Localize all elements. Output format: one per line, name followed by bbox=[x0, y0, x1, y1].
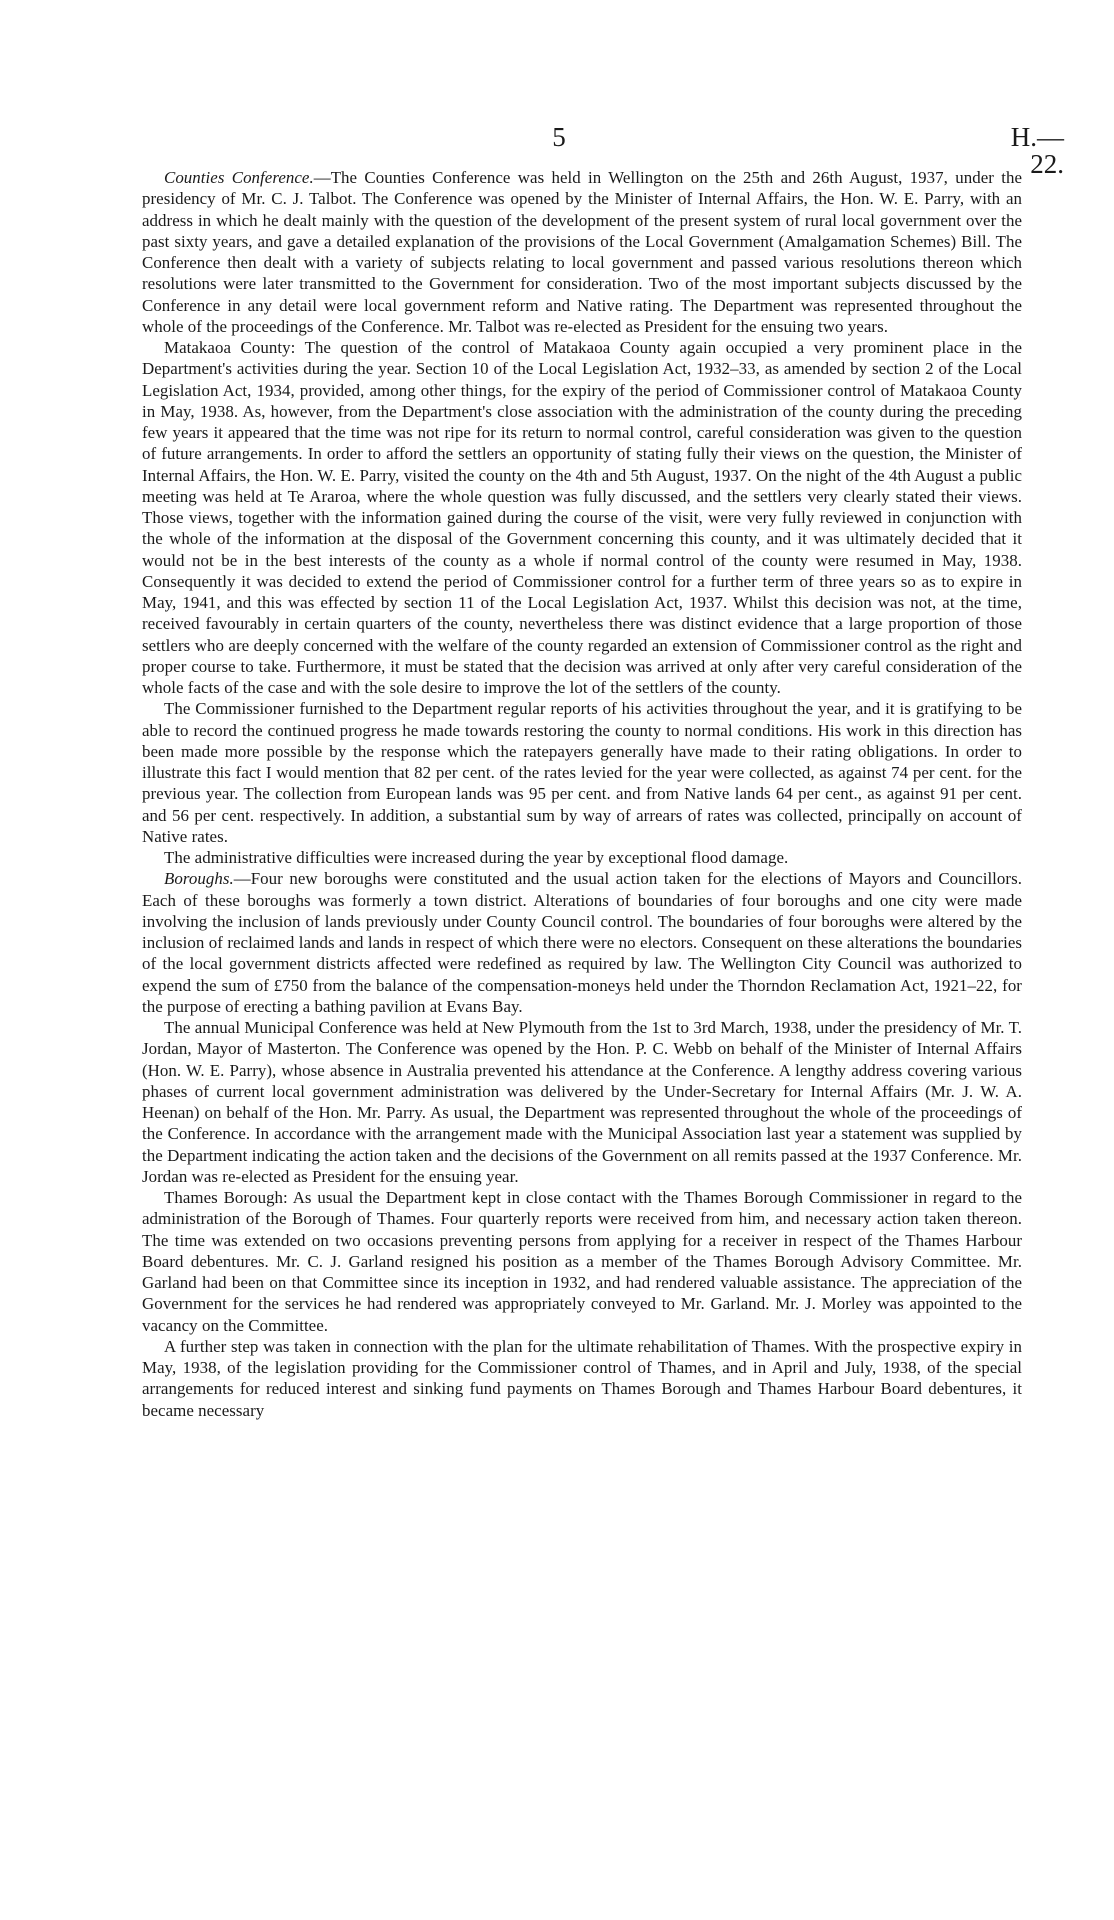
document-reference: H.—22. bbox=[1010, 122, 1064, 179]
paragraph-flood-damage bbox=[142, 847, 1022, 868]
paragraph-text: A further step was taken in connection with the plan for the ultimate rehabilitation of Thames. With the prospective expiry in May, 1938, of the legislation providing for the Commissioner control of Thames, and in April and July, 1938, of the special arrangements for reduced interest and sinking fund payments on Thames Borough and Thames Harbour Board debentures, it became necessary bbox=[142, 1336, 1022, 1420]
paragraph-text: Thames Borough: As usual the Department kept in close contact with the Thames Borough Commissioner in regard to the administration of the Borough of Thames. Four quarterly reports were received from him, and necessary action taken thereon. The time was extended on two occasions preventing persons from applying for a receiver in respect of the Thames Harbour Board debentures. Mr. C. J. Garland resigned his position as a member of the Thames Borough Advisory Committee. Mr. Garland had been on that Committee since its inception in 1932, and had rendered valuable assistance. The appreciation of the Government for the services he had rendered was appropriately conveyed to Mr. Garland. Mr. J. Morley was appointed to the vacancy on the Committee. bbox=[142, 1188, 1022, 1335]
paragraph-thames-borough bbox=[142, 1187, 1022, 1336]
paragraph-text: Matakaoa County: The question of the control of Matakaoa County again occupied a very prominent place in the Department's activities during the year. Section 10 of the Local Legislation Act, 1932–33, as amended by section 2 of the Local Legislation Act, 1934, provided, among other things, for the expiry of the period of Commissioner control of Matakaoa County in May, 1938. As, however, from the Department's close association with the administration of the county during the preceding few years it appeared that the time was not ripe for its return to normal control, careful consideration was given to the question of future arrangements. In order to afford the settlers an opportunity of stating fully their views on the question, the Minister of Internal Affairs, the Hon. W. E. Parry, visited the county on the 4th and 5th August, 1937. On the night of the 4th August a public meeting was held at Te Araroa, where the whole question was fully discussed, and the settlers very clearly stated their views. Those views, together with the information gained during the course of the visit, were very fully reviewed in conjunction with the whole of the information at the disposal of the Government concerning this county, and it was ultimately decided that it would not be in the best interests of the county as a whole if normal control of the county were resumed in May, 1938. Consequently it was decided to extend the period of Commissioner control for a further term of three years so as to expire in May, 1941, and this was effected by section 11 of the Local Legislation Act, 1937. Whilst this decision was not, at the time, received favourably in certain quarters of the county, nevertheless there was distinct evidence that a large proportion of those settlers who are deeply concerned with the welfare of the county regarded an extension of Commissioner control as the right and proper course to take. Furthermore, it must be stated that the decision was arrived at only after very careful consideration of the whole facts of the case and with the sole desire to improve the lot of the settlers of the county. bbox=[142, 338, 1022, 697]
paragraph-text: —The Counties Conference was held in Wellington on the 25th and 26th August, 1937, under the presidency of Mr. C. J. Talbot. The Conference was opened by the Minister of Internal Affairs, the Hon. W. E. Parry, with an address in which he dealt mainly with the question of the development of the present system of rural local government over the past sixty years, and gave a detailed explanation of the provisions of the Local Government (Amalgamation Schemes) Bill. The Conference then dealt with a variety of subjects relating to local government and passed various resolutions thereon which resolutions were later transmitted to the Government for consideration. Two of the most important subjects discussed by the Conference in any detail were local government reform and Native rating. The Department was represented throughout the whole of the proceedings of the Conference. Mr. Talbot was re-elected as President for the ensuing two years. bbox=[142, 168, 1022, 336]
paragraph-thames-rehabilitation bbox=[142, 1336, 1022, 1421]
paragraph-counties-conference bbox=[142, 167, 1022, 337]
paragraph-text: The annual Municipal Conference was held at New Plymouth from the 1st to 3rd March, 1938, under the presidency of Mr. T. Jordan, Mayor of Masterton. The Conference was opened by the Hon. P. C. Webb on behalf of the Minister of Internal Affairs (Hon. W. E. Parry), whose absence in Australia prevented his attendance at the Conference. A lengthy address covering various phases of current local government administration was delivered by the Under-Secretary for Internal Affairs (Mr. J. W. A. Heenan) on behalf of the Hon. Mr. Parry. As usual, the Department was represented throughout the whole of the proceedings of the Conference. In accordance with the arrangement made with the Municipal Association last year a statement was supplied by the Department indicating the action taken and the decisions of the Government on all remits passed at the 1937 Conference. Mr. Jordan was re-elected as President for the ensuing year. bbox=[142, 1018, 1022, 1186]
paragraph-commissioner-reports bbox=[142, 698, 1022, 847]
paragraph-lead: Boroughs. bbox=[164, 869, 234, 889]
paragraph-boroughs bbox=[142, 868, 1022, 1017]
paragraph-text: The administrative difficulties were increased during the year by exceptional flood damage. bbox=[164, 848, 789, 867]
paragraph-text: —Four new boroughs were constituted and the usual action taken for the elections of Mayors and Councillors. Each of these boroughs was formerly a town district. Alterations of boundaries of four boroughs and one city were made involving the inclusion of lands previously under County Council control. The boundaries of four boroughs were altered by the inclusion of reclaimed lands and lands in respect of which there were no electors. Consequent on these alterations the boundaries of the local government districts affected were redefined as required by law. The Wellington City Council was authorized to expend the sum of £750 from the balance of the compensation-moneys held under the Thorndon Reclamation Act, 1921–22, for the purpose of erecting a bathing pavilion at Evans Bay. bbox=[142, 869, 1022, 1016]
paragraph-text: The Commissioner furnished to the Department regular reports of his activities throughout the year, and it is gratifying to be able to record the continued progress he made towards restoring the county to normal conditions. His work in this direction has been made more possible by the response which the ratepayers generally have made to their rating obligations. In order to illustrate this fact I would mention that 82 per cent. of the rates levied for the year were collected, as against 74 per cent. for the previous year. The collection from European lands was 95 per cent. and from Native lands 64 per cent., as against 91 per cent. and 56 per cent. respectively. In addition, a substantial sum by way of arrears of rates was collected, principally on account of Native rates. bbox=[142, 699, 1022, 846]
page-number: 5 bbox=[552, 122, 566, 152]
body-text bbox=[142, 167, 1022, 1421]
paragraph-lead: Counties Conference. bbox=[164, 168, 314, 187]
paragraph-matakaoa-county bbox=[142, 337, 1022, 698]
paragraph-municipal-conference bbox=[142, 1017, 1022, 1187]
